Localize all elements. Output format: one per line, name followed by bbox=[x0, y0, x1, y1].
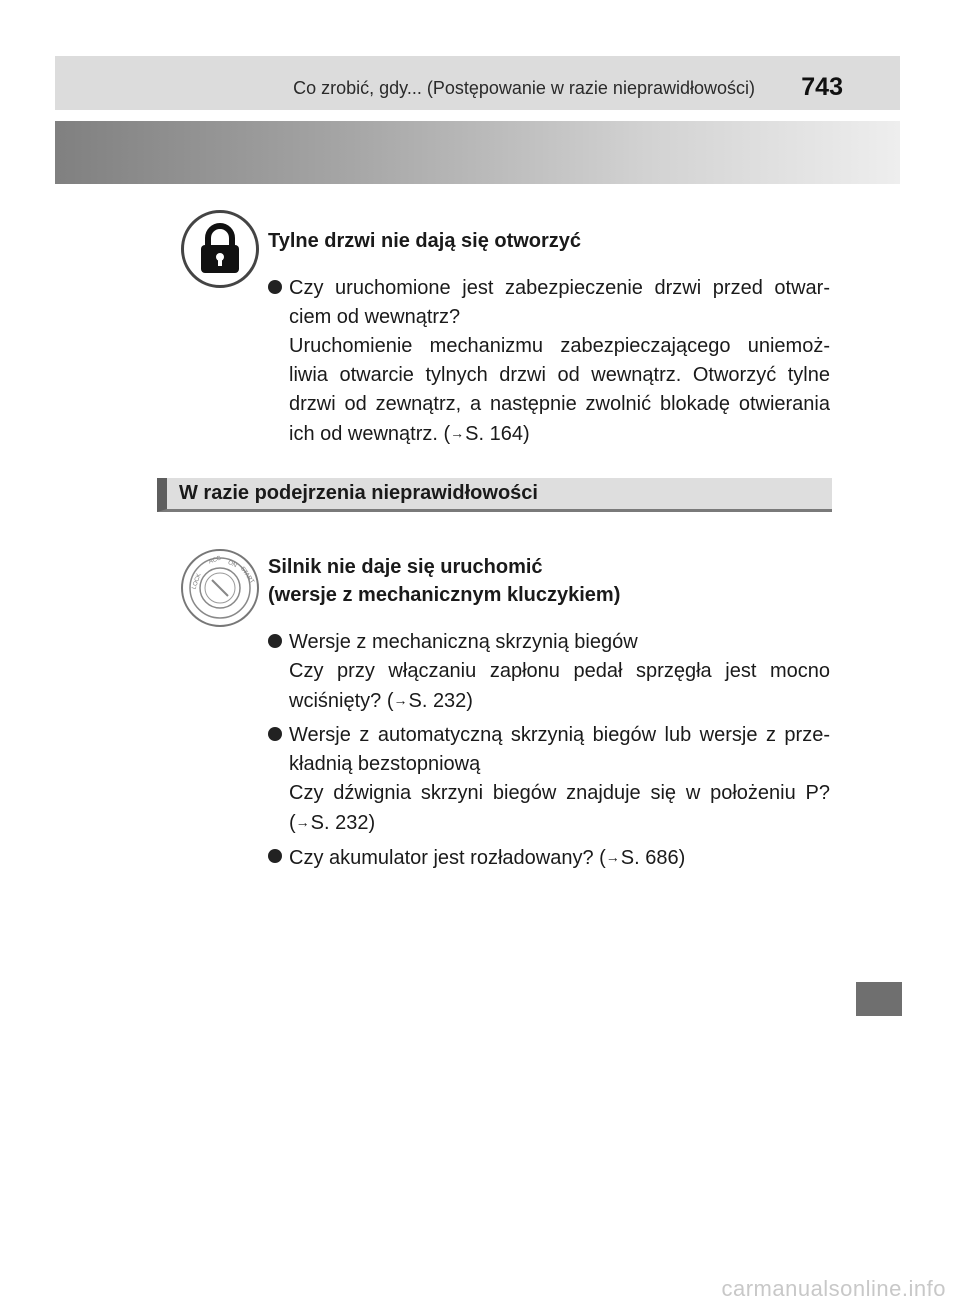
page-ref-link[interactable]: S. 686) bbox=[620, 847, 686, 869]
bullet-item bbox=[268, 721, 830, 838]
bullet-text-body: Czy akumulator jest rozładowany? ( bbox=[289, 847, 606, 869]
arrow-icon: → bbox=[605, 849, 620, 865]
bullet-head: Wersje z automatyczną skrzynią biegów lub wersje z prze-kładnią bezstopniową bbox=[289, 724, 830, 775]
bullet-question: Czy uruchomione jest zabezpieczenie drzwi przed otwar-ciem od wewnątrz? bbox=[289, 277, 830, 328]
page-number: 743 bbox=[801, 73, 843, 101]
section-title-rear-door: Tylne drzwi nie dają się otworzyć bbox=[268, 230, 582, 252]
bullet-text bbox=[289, 779, 830, 838]
section-title-line1: Silnik nie daje się uruchomić bbox=[268, 556, 543, 578]
bullet-item bbox=[268, 628, 830, 716]
lock-icon bbox=[181, 210, 259, 288]
chapter-band bbox=[55, 121, 900, 184]
bullet-answer bbox=[289, 332, 830, 449]
bullet-dot bbox=[268, 849, 282, 863]
section-body-engine bbox=[268, 628, 830, 878]
answer-text: Uruchomienie mechanizmu zabezpieczającego uniemoż-liwia otwarcie tylnych drzwi od wewnątrz. Otworzyć tylne drzwi od zewnątrz, a następnie zwolnić blokadę otwierania ich od wewnątrz. ( bbox=[289, 335, 830, 445]
arrow-icon: → bbox=[450, 425, 465, 441]
arrow-icon: → bbox=[393, 692, 408, 708]
bullet-dot bbox=[268, 634, 282, 648]
page-ref-link[interactable]: S. 232) bbox=[408, 690, 473, 712]
bullet-text-body: Czy przy włączaniu zapłonu pedał sprzęgła jest mocno wciśnięty? ( bbox=[289, 660, 830, 712]
ignition-key-icon bbox=[181, 549, 259, 627]
bullet-item bbox=[268, 843, 830, 873]
ignition-key-icon-graphic bbox=[183, 551, 257, 625]
key-label-acc: ACC bbox=[208, 555, 223, 566]
bullet-item bbox=[268, 274, 830, 449]
section-title-engine bbox=[268, 553, 620, 609]
section-title-line2: (wersje z mechanicznym kluczykiem) bbox=[268, 584, 621, 606]
key-label-lock: LOCK bbox=[191, 572, 203, 591]
key-label-on: ON bbox=[226, 559, 238, 570]
bullet-text bbox=[289, 843, 830, 873]
section-heading: W razie podejrzenia nieprawidłowości bbox=[179, 482, 538, 504]
bullet-text bbox=[289, 657, 830, 716]
key-label-start: START bbox=[238, 565, 255, 586]
lock-icon-graphic bbox=[184, 213, 256, 285]
section-body-rear-door bbox=[268, 274, 830, 454]
watermark-text: carmanualsonline.info bbox=[721, 1276, 946, 1301]
bullet-text-body: Czy dźwignia skrzyni biegów znajduje się w położeniu P? ( bbox=[289, 782, 830, 834]
bullet-dot bbox=[268, 727, 282, 741]
bullet-dot bbox=[268, 280, 282, 294]
page-ref-link[interactable]: S. 232) bbox=[310, 812, 376, 834]
page-ref-link[interactable]: S. 164) bbox=[465, 423, 530, 445]
arrow-icon: → bbox=[295, 814, 310, 830]
running-header bbox=[55, 56, 900, 110]
running-title: Co zrobić, gdy... (Postępowanie w razie nieprawidłowości) bbox=[293, 78, 755, 98]
section-heading-bar bbox=[157, 478, 832, 512]
chapter-thumb-tab bbox=[856, 982, 902, 1016]
bullet-head: Wersje z mechaniczną skrzynią biegów bbox=[289, 631, 638, 653]
